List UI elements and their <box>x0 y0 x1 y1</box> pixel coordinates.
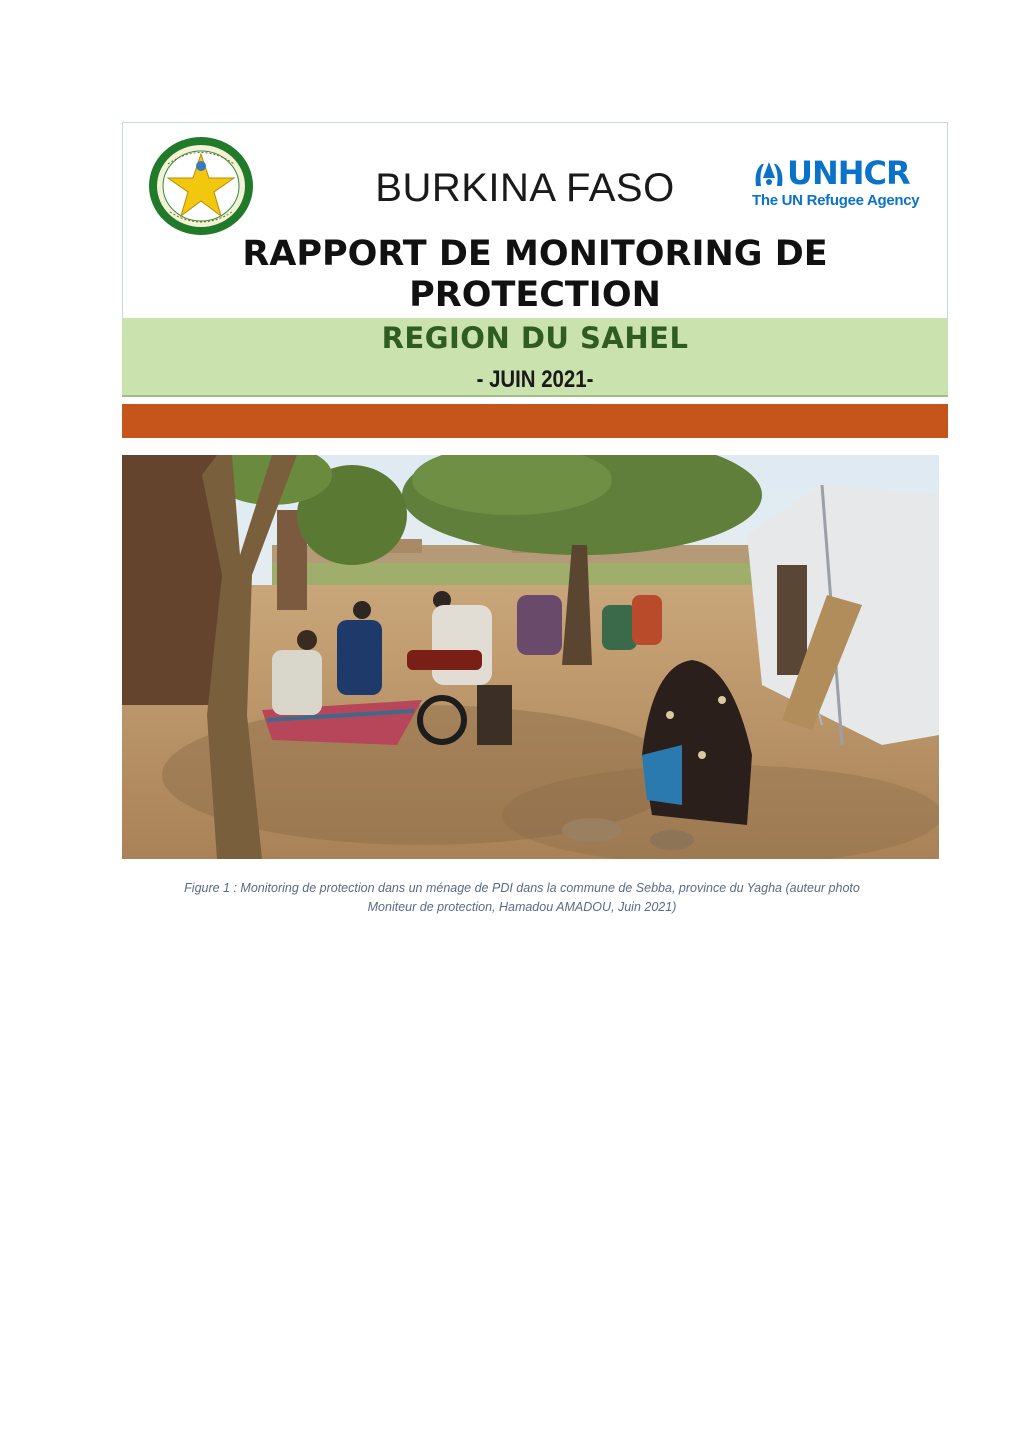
figure-caption <box>122 879 922 917</box>
unhcr-tagline: The UN Refugee Agency <box>752 192 920 209</box>
region-title: REGION DU SAHEL <box>381 321 689 355</box>
report-title <box>160 234 910 316</box>
caption-line-1: Figure 1 : Monitoring de protection dans un ménage de PDI dans la commune de Sebba, province du Yagha (auteur photo <box>184 881 860 895</box>
accent-bar <box>122 404 948 438</box>
report-title-line-2: PROTECTION <box>409 275 661 315</box>
unhcr-logo <box>750 154 920 214</box>
caption-line-2: Moniteur de protection, Hamadou AMADOU, Juin 2021) <box>367 900 677 914</box>
report-title-line-1: RAPPORT DE MONITORING DE <box>242 234 828 274</box>
unhcr-wordmark: UNHCR <box>787 154 910 192</box>
cover-photo <box>122 455 939 859</box>
national-seal-icon <box>148 136 254 236</box>
region-band <box>122 318 948 397</box>
country-name: BURKINA FASO <box>375 166 675 210</box>
report-date: - JUIN 2021- <box>476 366 594 393</box>
unhcr-shelter-hands-icon <box>752 156 786 190</box>
